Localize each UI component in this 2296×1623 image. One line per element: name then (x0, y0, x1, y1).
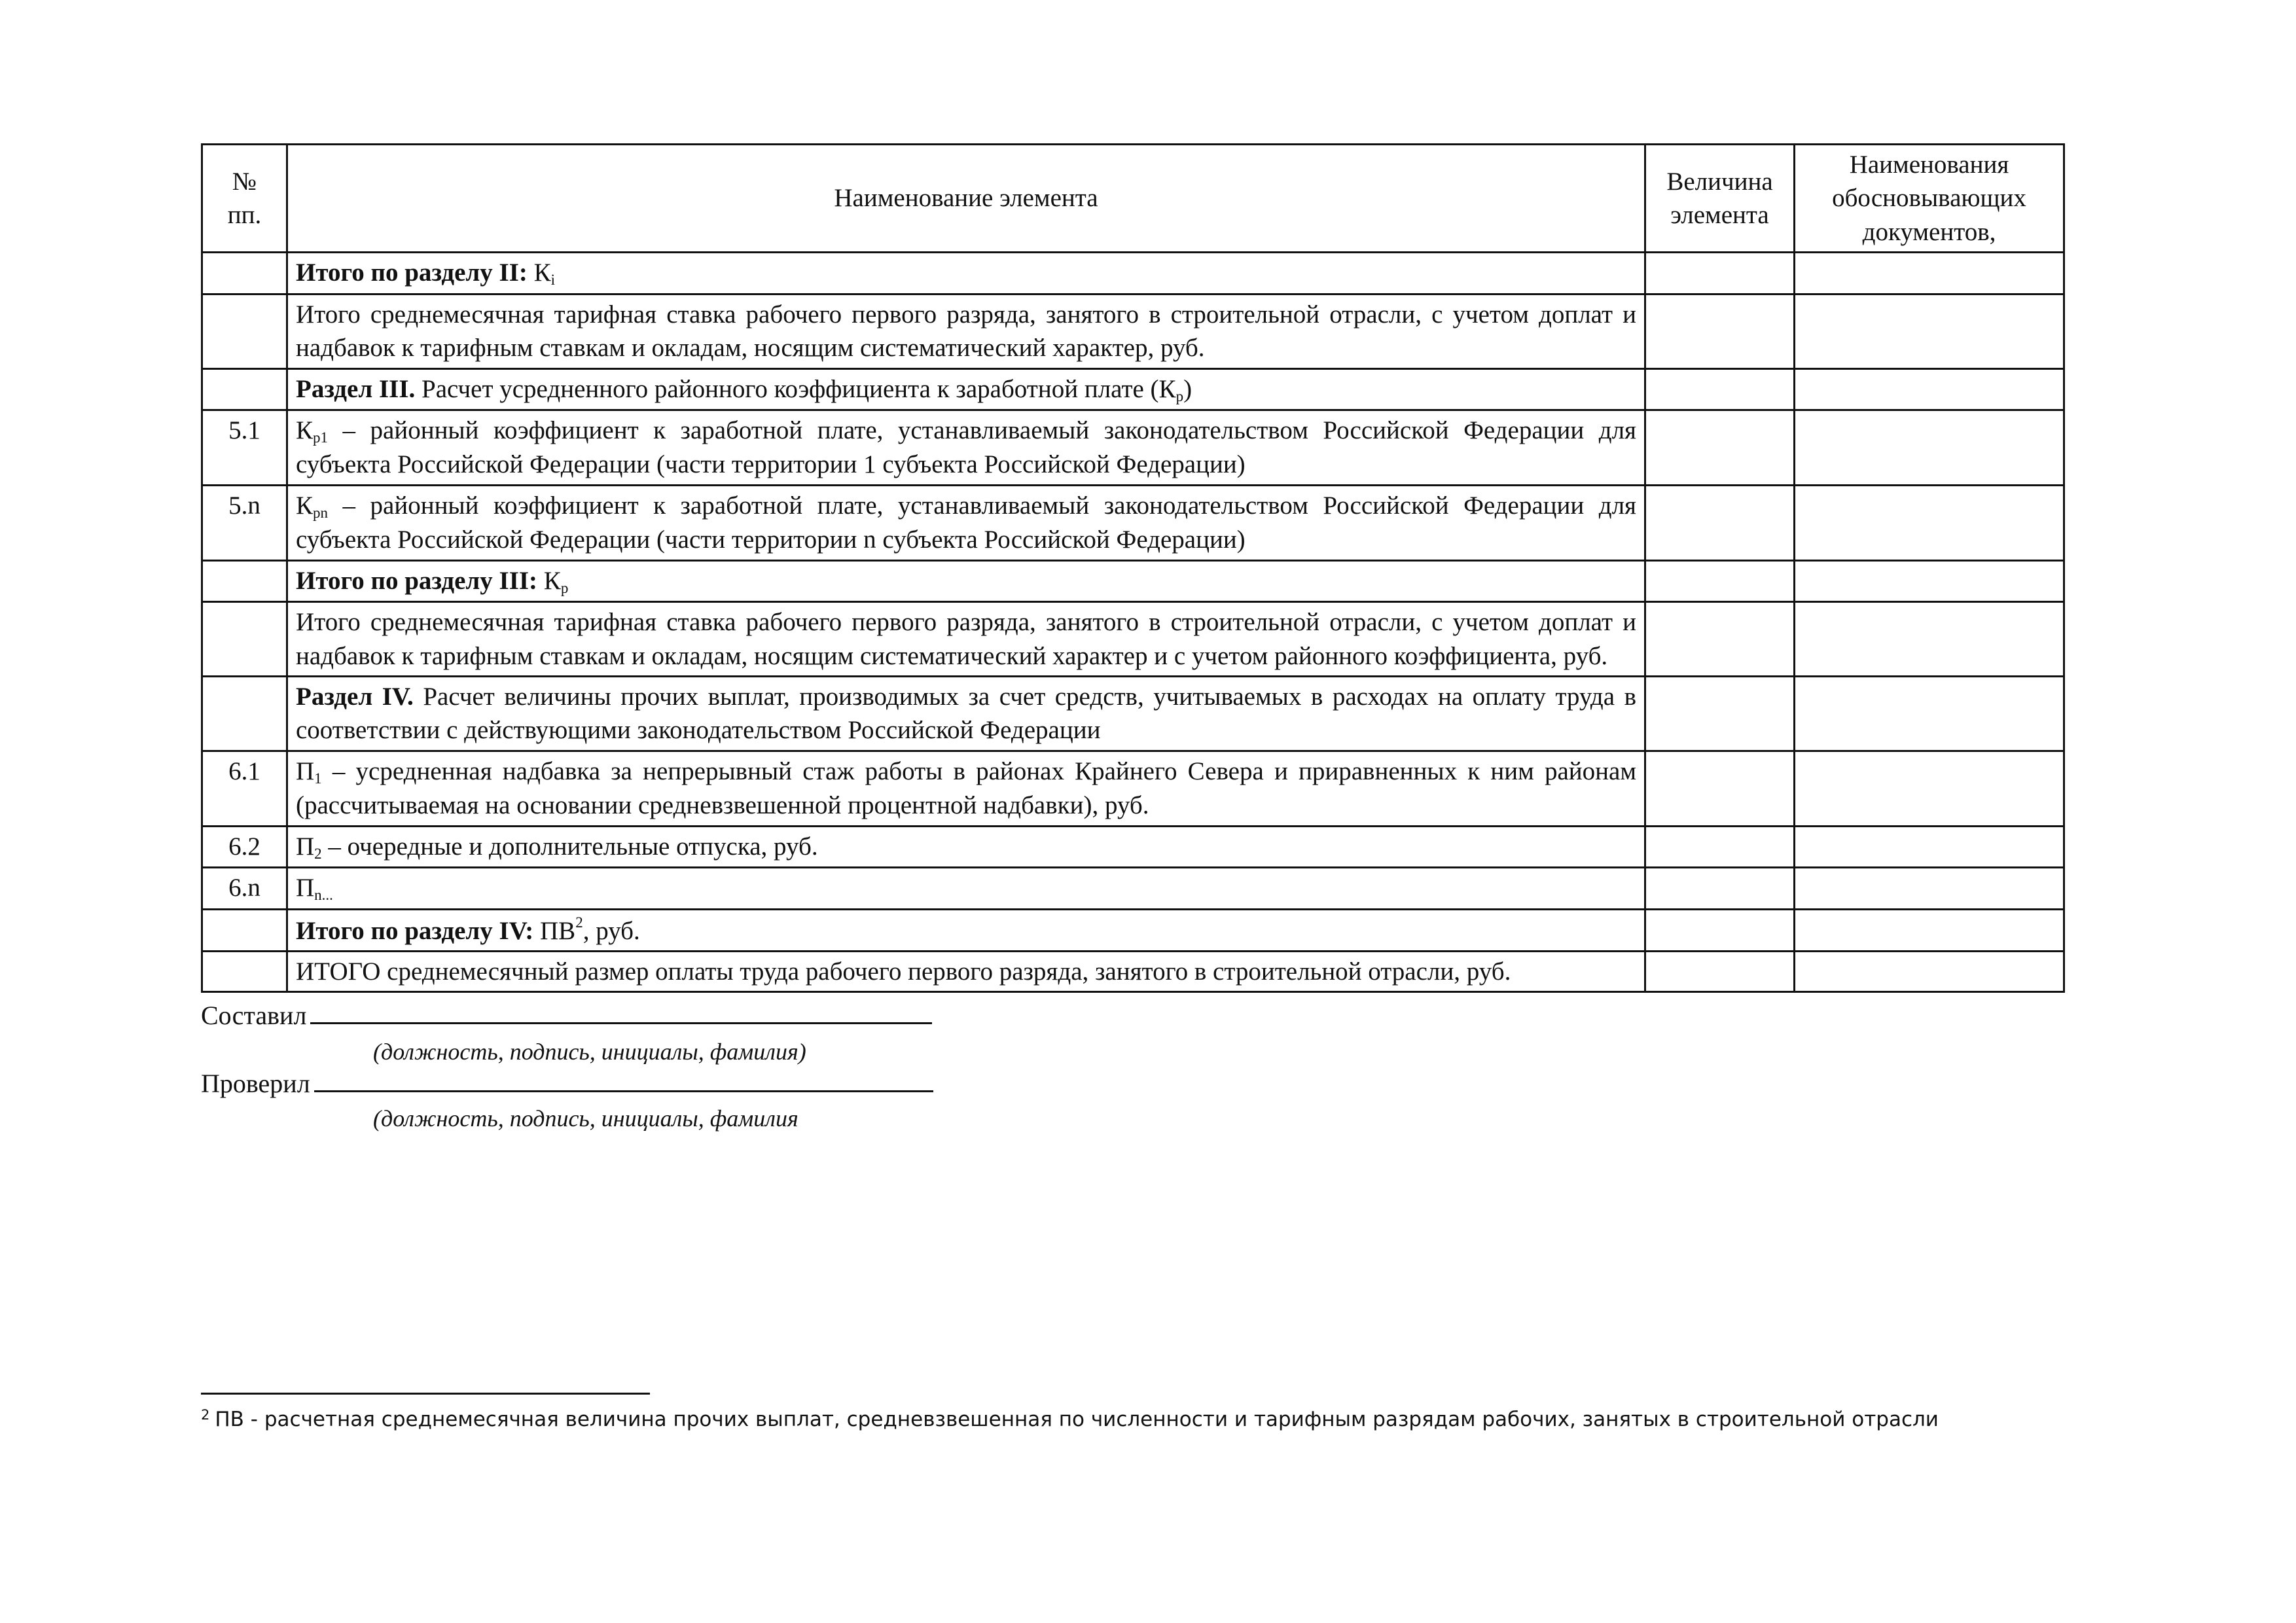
table-row (202, 368, 2064, 410)
row-value-cell[interactable] (1645, 868, 1795, 909)
row-value-cell[interactable] (1645, 294, 1795, 368)
row-text: $К_{pn}$ – районный коэффициент к заработной плате, устанавливаемый законодательством Российской Федерации для субъекта Российской Федерации (части территории n субъекта Российской Федерации) (287, 485, 1645, 560)
table-row (202, 560, 2064, 601)
footnote-text: ПВ - расчетная среднемесячная величина прочих выплат, средневзвешенная по численности и тарифным разрядам рабочих, занятых в строительной отрасли (215, 1408, 1939, 1431)
row-text: Итого среднемесячная тарифная ставка рабочего первого разряда, занятого в строительной отрасли, с учетом доплат и надбавок к тарифным ставкам и окладам, носящим систематический характер, руб. (287, 294, 1645, 368)
checked-by-line (201, 1068, 933, 1099)
row-docs-cell[interactable] (1795, 868, 2064, 909)
header-documents: Наименования обосновывающих документов, (1795, 145, 2064, 253)
composed-by-signature-field[interactable] (310, 1000, 932, 1024)
footnote-separator (201, 1393, 650, 1395)
row-number: 5.n (202, 485, 287, 560)
footnote (201, 1407, 1939, 1431)
table-row (202, 253, 2064, 294)
row-bold-text: Итого по разделу III: (296, 566, 538, 595)
row-text: Раздел III. Расчет усредненного районного коэффициента к заработной плате $(К_р)$ (287, 368, 1645, 410)
row-number (202, 909, 287, 951)
row-number (202, 368, 287, 410)
row-value-cell[interactable] (1645, 826, 1795, 867)
row-docs-cell[interactable] (1795, 751, 2064, 826)
row-docs-cell[interactable] (1795, 677, 2064, 751)
row-docs-cell[interactable] (1795, 485, 2064, 560)
row-docs-cell[interactable] (1795, 294, 2064, 368)
row-text: $П_2$ – очередные и дополнительные отпуска, руб. (287, 826, 1645, 867)
row-text (287, 677, 1645, 751)
checked-by-label: Проверил (201, 1069, 310, 1098)
table-row (202, 951, 2064, 991)
row-bold-text: Итого по разделу IV: (296, 916, 534, 945)
footnote-mark: 2 (201, 1407, 210, 1423)
row-total-text: ИТОГО среднемесячный размер оплаты труда рабочего первого разряда, занятого в строительной отрасли, руб. (287, 951, 1645, 991)
composed-by-line (201, 1000, 932, 1031)
table-row (202, 677, 2064, 751)
row-text: Итого по разделу III: $К_р$ (287, 560, 1645, 601)
row-text: Итого среднемесячная тарифная ставка рабочего первого разряда, занятого в строительной отрасли, с учетом доплат и надбавок к тарифным ставкам и окладам, носящим систематический характер и с учетом районного коэффициента, руб. (287, 602, 1645, 677)
composed-by-label: Составил (201, 1001, 307, 1030)
row-number: 6.1 (202, 751, 287, 826)
row-number (202, 951, 287, 991)
row-number: 5.1 (202, 410, 287, 486)
row-docs-cell[interactable] (1795, 909, 2064, 951)
row-plain-text: Расчет величины прочих выплат, производимых за счет средств, учитываемых в расходах на оплату труда в соответствии с действующими законодательством Российской Федерации (296, 683, 1636, 745)
row-value-cell[interactable] (1645, 909, 1795, 951)
header-number-symbol: № (232, 167, 257, 196)
header-element-value: Величина элемента (1645, 145, 1795, 253)
table-row (202, 909, 2064, 951)
row-number (202, 560, 287, 601)
row-number: 6.2 (202, 826, 287, 867)
row-docs-cell[interactable] (1795, 560, 2064, 601)
composed-by-hint: (должность, подпись, инициалы, фамилия) (373, 1039, 806, 1065)
row-text: $П_1$ – усредненная надбавка за непрерывный стаж работы в районах Крайнего Севера и приравненных к ним районам (рассчитываемая на основании средневзвешенной процентной надбавки), руб. (287, 751, 1645, 826)
row-value-cell[interactable] (1645, 951, 1795, 991)
row-docs-cell[interactable] (1795, 410, 2064, 486)
table-row (202, 751, 2064, 826)
table-row (202, 485, 2064, 560)
table-row (202, 602, 2064, 677)
checked-by-hint: (должность, подпись, инициалы, фамилия (373, 1105, 798, 1132)
row-value-cell[interactable] (1645, 368, 1795, 410)
row-docs-cell[interactable] (1795, 253, 2064, 294)
row-value-cell[interactable] (1645, 253, 1795, 294)
row-number (202, 294, 287, 368)
row-value-cell[interactable] (1645, 410, 1795, 486)
row-number (202, 253, 287, 294)
table-row (202, 410, 2064, 486)
row-value-cell[interactable] (1645, 602, 1795, 677)
row-docs-cell[interactable] (1795, 951, 2064, 991)
table-row (202, 826, 2064, 867)
row-value-cell[interactable] (1645, 485, 1795, 560)
calculation-table (201, 143, 2065, 993)
row-number: 6.n (202, 868, 287, 909)
row-bold-text: Итого по разделу II: (296, 259, 528, 287)
header-element-name: Наименование элемента (287, 145, 1645, 253)
header-number (202, 145, 287, 253)
row-number (202, 602, 287, 677)
row-number (202, 677, 287, 751)
row-docs-cell[interactable] (1795, 826, 2064, 867)
row-bold-text: Раздел III. (296, 374, 416, 403)
checked-by-signature-field[interactable] (314, 1068, 933, 1092)
header-number-abbr: пп. (227, 201, 262, 230)
row-value-cell[interactable] (1645, 560, 1795, 601)
row-text: Итого по разделу IV: $ПВ^2$, руб. (287, 909, 1645, 951)
row-bold-text: Раздел IV. (296, 683, 414, 711)
table-row (202, 868, 2064, 909)
row-text: $П_{n...}$ (287, 868, 1645, 909)
table-header-row (202, 145, 2064, 253)
row-value-cell[interactable] (1645, 751, 1795, 826)
row-docs-cell[interactable] (1795, 368, 2064, 410)
row-value-cell[interactable] (1645, 677, 1795, 751)
row-text: $К_{р1}$ – районный коэффициент к заработной плате, устанавливаемый законодательством Российской Федерации для субъекта Российской Федерации (части территории 1 субъекта Российской Федерации) (287, 410, 1645, 486)
table-row (202, 294, 2064, 368)
row-docs-cell[interactable] (1795, 602, 2064, 677)
row-text: Итого по разделу II: $К_i$ (287, 253, 1645, 294)
